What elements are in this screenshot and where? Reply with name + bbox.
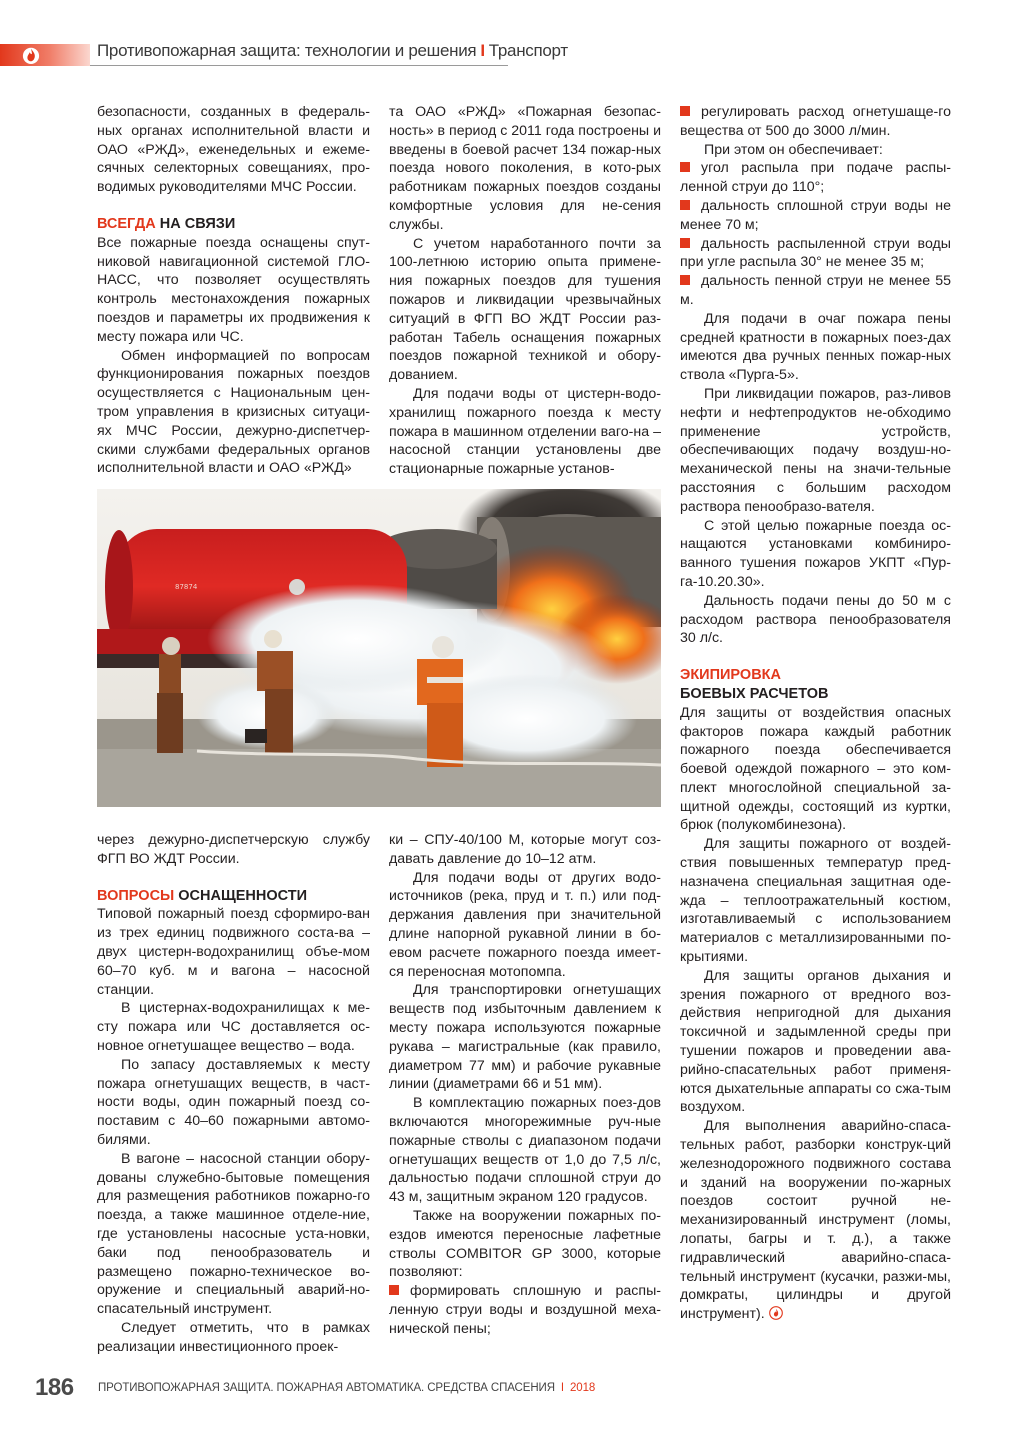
paragraph: Для подачи в очаг пожара пены средней кратности в пожарных поез-дах имеются два ручных пенных пожар-ных ствола «Пурга-5». (680, 310, 951, 384)
column-3 (680, 103, 951, 1324)
paragraph: В вагоне – насосной станции обору-дованы служебно-бытовые помещения для размещения работников пожарно-го поезда, а также машинное отделе-ние, где установлены насосные уста-новки, баки под пенообразователь и размещено пожарно-техническое во-оружение и специальный аварий-но-спасательный инструмент. (97, 1150, 370, 1318)
paragraph: безопасности, созданных в федераль-ных органах исполнительной власти и ОАО «РЖД», еженедельных и ежеме-сячных селекторных совещаниях, про-водимых руководителями МЧС России. (97, 104, 370, 196)
header-accent-bar (0, 44, 90, 66)
paragraph: Для выполнения аварийно-спаса-тельных работ, разборки конструк-ций железнодорожного подвижного состава и зданий на вооружении по-жарных поездов состоит ручной не-механизированный инструмент (ломы, лопаты, багры и т. д.), а также гидравлический аварийно-спаса-тельный инструмент (кусачки, разжи-мы, домкраты, цилиндры и другой инструмент). (680, 1118, 951, 1323)
column-2-bottom (389, 831, 661, 1339)
paragraph: ки – СПУ-40/100 М, которые могут соз-давать давление до 10–12 атм. (389, 832, 661, 867)
paragraph: Следует отметить, что в рамках реализации инвестиционного проек- (97, 1319, 370, 1355)
header-title: Противопожарная защита: технологии и решения I Транспорт (97, 41, 568, 60)
paragraph: Типовой пожарный поезд сформиро-ван из трех единиц подвижного соста-ва – двух цистерн-водохранилищ объе-мом 60–70 куб. м и вагона – насосной станции. (97, 906, 370, 998)
bullet-square-icon (680, 162, 690, 172)
paragraph: через дежурно-диспетчерскую службу ФГП ВО ЖДТ России. (97, 832, 370, 867)
tank-car-label: 87874 (175, 583, 198, 591)
section-heading-crew-equipment: ЭКИПИРОВКА БОЕВЫХ РАСЧЕТОВ (680, 667, 829, 702)
paragraph: В комплектацию пожарных поез-дов включаются многорежимные руч-ные пожарные стволы с диапазоном подачи огнетушащих веществ от 1,0 до 7,5 л/с, дальностью подачи сплошной струи до 43 м, защитным экраном 120 градусов. (389, 1095, 661, 1206)
paragraph: Для защиты пожарного от воздей-ствия повышенных температур пред-назначена специальная защитная оде-жда – теплоотражательный костюм, изготавливаемый с использованием материалов с металлизированными по-крытиями. (680, 836, 951, 966)
paragraph: Для подачи воды от других водо-источников (река, пруд и т. п.) или под-держания давления при значительной длине напорной рукавной линии в бо-евом расчете пожарного поезда имеет-ся переносная мотопомпа. (389, 869, 661, 980)
paragraph: Для защиты от воздействия опасных факторов пожара каждый работник пожарного поезда обеспечивается боевой одеждой пожарного – это ком-плект многослойной специальной за-щитной одежды, состоящий из куртки, брюк (полукомбинезона). (680, 704, 951, 834)
paragraph: та ОАО «РЖД» «Пожарная безопас-ность» в период с 2011 года построены и введены в боевой расчет 134 пожар-ных поезда нового поколения, в кото-рых работникам пожарных поездов созданы комфортные условия для не-сения службы. (389, 104, 661, 233)
section-heading-equipment-issues: ВОПРОСЫ ОСНАЩЕННОСТИ (97, 887, 308, 904)
bullet-square-icon (680, 106, 690, 116)
footer-year: 2018 (570, 1382, 596, 1394)
end-flame-icon (769, 1306, 783, 1320)
paragraph: С учетом наработанного почти за 100-летнюю историю опыта примене-ния пожарных поездов для тушения пожаров и ликвидации чрезвычайных ситуаций в ФГП ВО ЖДТ России раз-работан Табель оснащения пожарных поездов пожарной техникой и обору-дованием. (389, 235, 661, 384)
bullet-item: дальность пенной струи не менее 55 м. (680, 273, 951, 308)
paragraph: При ликвидации пожаров, раз-ливов нефти и нефтепродуктов не-обходимо применение устройств, обеспечивающих подачу воздуш-но-механической пены на значи-тельные расстояния с большим расходом раствора пенообразо-вателя. (680, 385, 951, 515)
column-2-top (389, 103, 661, 479)
paragraph: Для подачи воды от цистерн-водо-хранилищ пожарного поезда к месту пожара в машинном отделении ваго-на – насосной станции установлены две стационарные пожарные установ- (389, 385, 661, 478)
bullet-square-icon (680, 238, 690, 248)
paragraph: С этой целью пожарные поезда ос-нащаются установками комбиниро-ванного тушения пожаров УКПТ «Пур-га-10.20.30». (680, 517, 951, 590)
column-1-bottom (97, 831, 370, 1357)
flame-icon (22, 45, 40, 65)
bullet-item: дальность распыленной струи воды при угле распыла 30° не менее 35 м; (680, 235, 951, 271)
page-footer (0, 1374, 1024, 1404)
bullet-square-icon (680, 200, 690, 210)
bullet-item: угол распыла при подаче распы-ленной струи до 110°; (680, 160, 951, 196)
bullet-item: регулировать расход огнетушаще-го вещества от 500 до 3000 л/мин. (680, 104, 951, 139)
header-rule (90, 65, 508, 66)
firefighting-photo (97, 489, 661, 807)
bullet-square-icon (389, 1285, 399, 1295)
paragraph: Также на вооружении пожарных по-ездов имеются переносные лафетные стволы COMBITOR GP 3000, которые позволяют: (389, 1207, 661, 1281)
header-section: Транспорт (488, 41, 568, 60)
bullet-square-icon (680, 275, 690, 285)
column-1-top (97, 103, 370, 478)
bullet-item: дальность сплошной струи воды не менее 70 м; (680, 197, 951, 233)
paragraph: При этом он обеспечивает: (704, 141, 883, 158)
page-number: 186 (35, 1374, 74, 1401)
paragraph: Дальность подачи пены до 50 м с расходом раствора пенообразователя 30 л/с. (680, 592, 951, 647)
paragraph: Для защиты органов дыхания и зрения пожарного от вредного воз-действия непригодной для дыхания токсичной и задымленной среды при тушении пожаров и проведении ава-рийно-спасательных работ применя-ются дыхательные аппараты со сжа-тым воздухом. (680, 967, 951, 1116)
paragraph: Все пожарные поезда оснащены спут-никовой навигационной системой ГЛО-НАСС, что позволяет осуществлять контроль местонахождения пожарных поездов и параметры их продвижения к месту пожара или ЧС. (97, 234, 370, 345)
bullet-item: формировать сплошную и распы-ленную струи воды и воздушной меха-нической пены; (389, 1283, 661, 1337)
section-heading-always-connected: ВСЕГДА НА СВЯЗИ (97, 215, 236, 232)
paragraph: В цистернах-водохранилищах к ме-сту пожара или ЧС доставляется ос-новное огнетушащее вещество – вода. (97, 1000, 370, 1054)
firefighting-photo-illustration (97, 489, 661, 807)
paragraph: По запасу доставляемых к месту пожара огнетушащих веществ, в част-ности воды, один пожарный поезд со-поставим с 40–60 пожарными автомо-билями. (97, 1056, 370, 1148)
footer-text: ПРОТИВОПОЖАРНАЯ ЗАЩИТА. ПОЖАРНАЯ АВТОМАТИКА. СРЕДСТВА СПАСЕНИЯ I 2018 (98, 1382, 596, 1394)
page-header (0, 40, 568, 66)
paragraph: Для транспортировки огнетушащих веществ под избыточным давлением к месту пожара используются пожарные рукава – магистральные (как правило, диаметром 77 мм) и рабочие рукавные линии (диаметрами 66 и 51 мм). (389, 982, 661, 1093)
paragraph: Обмен информацией по вопросам функционирования пожарных поездов осуществляется с Национальным цен-тром управления в кризисных ситуаци-ях МЧС России, дежурно-диспетчер-скими службами федеральных органов исполнительной власти и ОАО «РЖД» (97, 347, 370, 477)
